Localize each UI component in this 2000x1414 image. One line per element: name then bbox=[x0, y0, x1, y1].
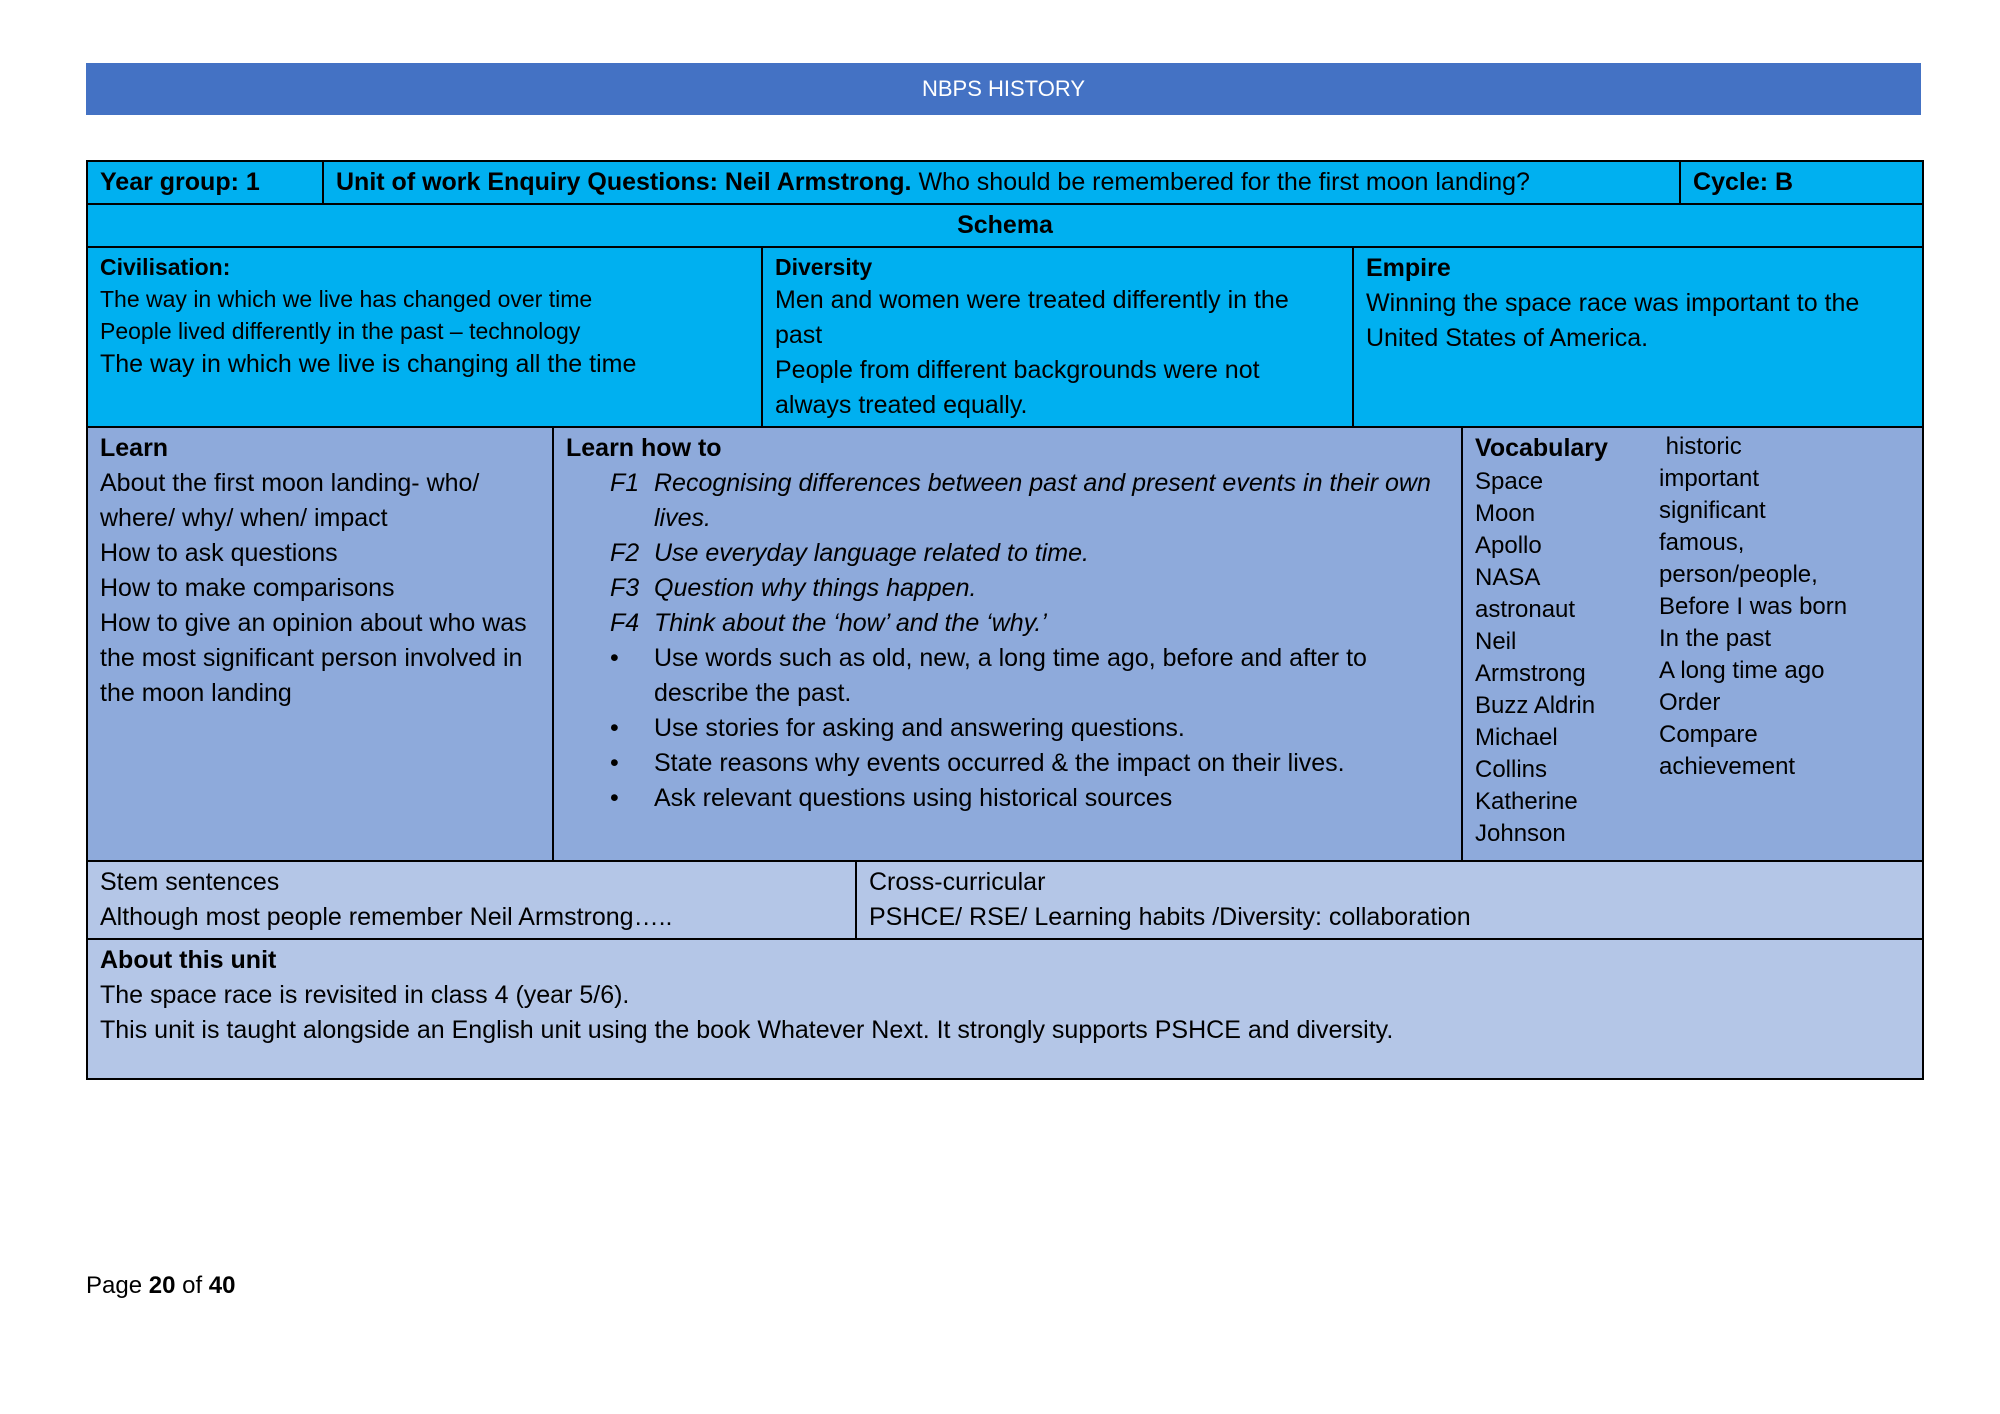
stem-cross-row bbox=[87, 861, 1923, 939]
learn-item: About the first moon landing- who/ where/ why/ when/ impact bbox=[100, 469, 480, 532]
empire-heading: Empire bbox=[1366, 254, 1451, 282]
enquiry-question: Who should be remembered for the first moon landing? bbox=[911, 168, 1530, 196]
title-row bbox=[87, 161, 1923, 204]
header-title: NBPS HISTORY bbox=[921, 76, 1085, 101]
vocabulary-word: Buzz Aldrin bbox=[1475, 692, 1596, 719]
objective-item bbox=[610, 536, 1449, 571]
vocabulary-word: Michael bbox=[1475, 724, 1558, 751]
unit-plan-table bbox=[86, 160, 1924, 1080]
learn-item: How to make comparisons bbox=[100, 574, 395, 602]
vocabulary-word: achievement bbox=[1659, 753, 1796, 780]
vocabulary-word: Order bbox=[1659, 689, 1721, 716]
learn-how-cell bbox=[553, 427, 1462, 861]
about-heading: About this unit bbox=[100, 946, 277, 974]
skill-bullet bbox=[610, 711, 1449, 746]
empire-cell bbox=[1353, 247, 1923, 427]
schema-content-row bbox=[87, 247, 1923, 427]
objective-item bbox=[610, 571, 1449, 606]
about-row bbox=[87, 939, 1923, 1079]
year-group-text: Year group: 1 bbox=[100, 168, 260, 196]
cycle-text: Cycle: B bbox=[1693, 168, 1794, 196]
schema-row bbox=[87, 204, 1923, 247]
page-number bbox=[86, 1272, 235, 1300]
skill-text: Ask relevant questions using historical sources bbox=[654, 784, 1173, 812]
civilisation-line: The way in which we live has changed over time bbox=[100, 286, 593, 312]
vocabulary-word: Neil bbox=[1475, 628, 1517, 655]
schema-heading: Schema bbox=[87, 204, 1923, 247]
skill-bullet bbox=[610, 746, 1449, 781]
cycle-cell bbox=[1680, 161, 1923, 204]
objective-code: F4 bbox=[610, 609, 640, 637]
diversity-line: Men and women were treated differently in the past bbox=[775, 286, 1289, 349]
enquiry-question-cell bbox=[323, 161, 1680, 204]
diversity-heading: Diversity bbox=[775, 254, 873, 280]
vocabulary-word: important bbox=[1659, 465, 1760, 492]
skill-text: Use stories for asking and answering questions. bbox=[654, 714, 1185, 742]
year-group-cell bbox=[87, 161, 323, 204]
civilisation-cell bbox=[87, 247, 762, 427]
vocabulary-word: Armstrong bbox=[1475, 660, 1586, 687]
vocabulary-word: historic bbox=[1659, 433, 1742, 460]
skill-text: State reasons why events occurred & the impact on their lives. bbox=[654, 749, 1345, 777]
skill-text: Use words such as old, new, a long time ago, before and after to describe the past. bbox=[654, 644, 1367, 707]
civilisation-line: The way in which we live is changing all the time bbox=[100, 350, 637, 378]
learn-heading: Learn bbox=[100, 434, 169, 462]
vocabulary-word: astronaut bbox=[1475, 596, 1576, 623]
bullet-icon: • bbox=[610, 644, 619, 672]
document-header bbox=[86, 63, 1921, 115]
vocabulary-word: Apollo bbox=[1475, 532, 1542, 559]
page-middle: of bbox=[175, 1272, 209, 1299]
vocabulary-word: Collins bbox=[1475, 756, 1548, 783]
about-line: The space race is revisited in class 4 (year 5/6). bbox=[100, 981, 630, 1009]
learning-row bbox=[87, 427, 1923, 861]
objective-code: F1 bbox=[610, 469, 640, 497]
learn-how-heading: Learn how to bbox=[566, 434, 722, 462]
objective-text: Recognising differences between past and present events in their own lives. bbox=[654, 469, 1431, 532]
enquiry-title: Unit of work Enquiry Questions: Neil Armstrong. bbox=[336, 168, 912, 196]
vocabulary-word: person/people, bbox=[1659, 561, 1818, 588]
vocabulary-word: Space bbox=[1475, 468, 1544, 495]
civilisation-heading: Civilisation: bbox=[100, 254, 231, 280]
vocabulary-word: Katherine bbox=[1475, 788, 1578, 815]
skill-bullet bbox=[610, 781, 1449, 816]
vocabulary-cell bbox=[1462, 427, 1923, 861]
vocabulary-word: significant bbox=[1659, 497, 1766, 524]
cross-heading: Cross-curricular bbox=[869, 868, 1046, 896]
vocabulary-word: NASA bbox=[1475, 564, 1541, 591]
empire-line: Winning the space race was important to the United States of America. bbox=[1366, 289, 1860, 352]
learn-item: How to ask questions bbox=[100, 539, 338, 567]
about-line: This unit is taught alongside an English unit using the book Whatever Next. It strongly supports PSHCE and diversity. bbox=[100, 1016, 1394, 1044]
learn-cell bbox=[87, 427, 553, 861]
page-current: 20 bbox=[148, 1272, 176, 1299]
stem-heading: Stem sentences bbox=[100, 868, 280, 896]
objective-item bbox=[610, 466, 1449, 536]
stem-sentences-cell bbox=[87, 861, 856, 939]
cross-curricular-cell bbox=[856, 861, 1923, 939]
objective-code: F2 bbox=[610, 539, 640, 567]
vocabulary-word: A long time ago bbox=[1659, 657, 1825, 684]
vocabulary-word: Compare bbox=[1659, 721, 1758, 748]
vocabulary-word: Moon bbox=[1475, 500, 1536, 527]
vocabulary-columns bbox=[1475, 431, 1910, 850]
vocabulary-word: Johnson bbox=[1475, 820, 1566, 847]
vocabulary-column-2 bbox=[1659, 431, 1910, 850]
about-unit-cell bbox=[87, 939, 1923, 1079]
vocabulary-column-1 bbox=[1475, 431, 1659, 850]
objective-item bbox=[610, 606, 1449, 641]
objective-text: Think about the ‘how’ and the ‘why.’ bbox=[654, 609, 1047, 637]
vocabulary-word: In the past bbox=[1659, 625, 1772, 652]
skill-bullet bbox=[610, 641, 1449, 711]
objective-text: Question why things happen. bbox=[654, 574, 977, 602]
diversity-cell bbox=[762, 247, 1353, 427]
vocabulary-word: famous, bbox=[1659, 529, 1745, 556]
learn-item: How to give an opinion about who was the most significant person involved in the moon landing bbox=[100, 609, 527, 707]
bullet-icon: • bbox=[610, 749, 619, 777]
vocabulary-heading: Vocabulary bbox=[1475, 434, 1608, 462]
objective-text: Use everyday language related to time. bbox=[654, 539, 1089, 567]
objective-code: F3 bbox=[610, 574, 640, 602]
cross-text: PSHCE/ RSE/ Learning habits /Diversity: collaboration bbox=[869, 903, 1471, 931]
vocabulary-word: Before I was born bbox=[1659, 593, 1848, 620]
bullet-icon: • bbox=[610, 784, 619, 812]
page-prefix: Page bbox=[86, 1272, 149, 1299]
bullet-icon: • bbox=[610, 714, 619, 742]
diversity-line: People from different backgrounds were not always treated equally. bbox=[775, 356, 1260, 419]
civilisation-line: People lived differently in the past – technology bbox=[100, 318, 581, 344]
stem-text: Although most people remember Neil Armstrong….. bbox=[100, 903, 673, 931]
page-total: 40 bbox=[208, 1272, 236, 1299]
